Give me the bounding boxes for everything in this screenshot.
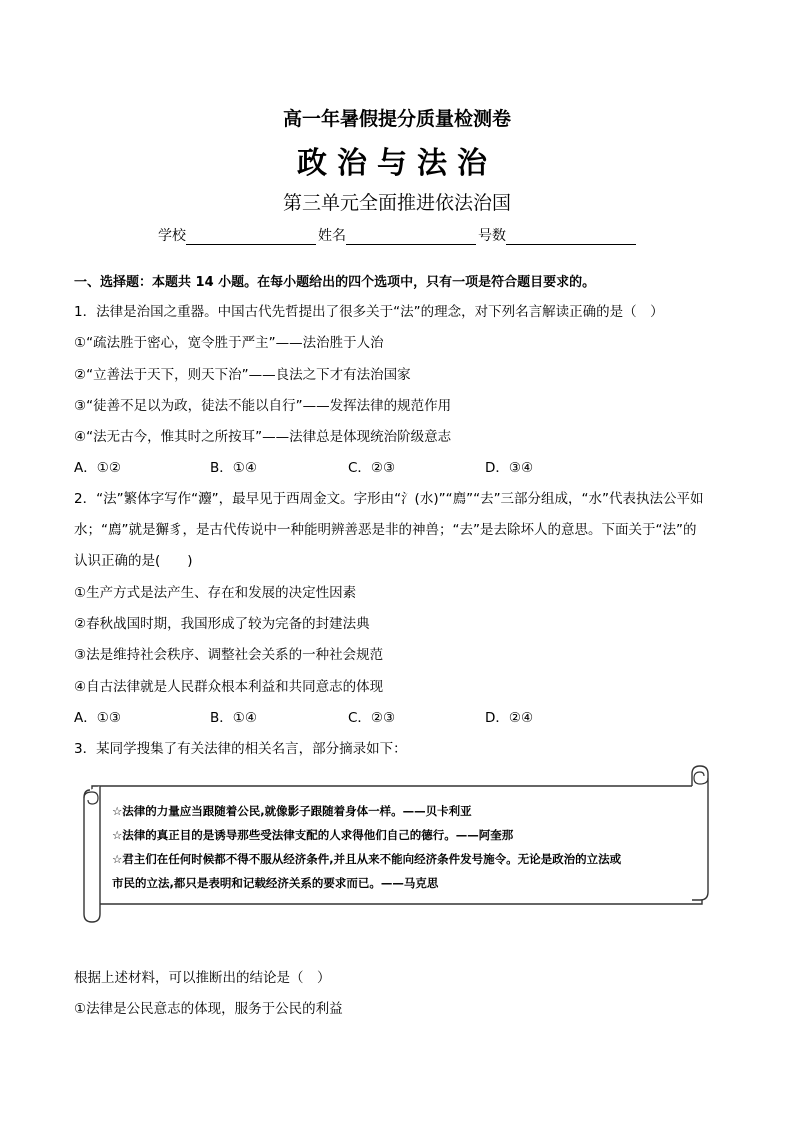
q1-option-d[interactable]: D．③④	[485, 460, 534, 476]
q2-option-c[interactable]: C．②③	[348, 710, 396, 726]
name-blank[interactable]	[346, 228, 476, 245]
q1-option-b[interactable]: B．①④	[210, 460, 257, 476]
q2-stem-line: 2．“法”繁体字写作“灋”，最早见于西周金文。字形由“氵(水)”“廌”“去”三部分组成，“水”代表执法公平如	[74, 491, 704, 507]
section-heading: 一、选择题：本题共 14 小题。在每小题给出的四个选项中，只有一项是符合题目要求的。	[74, 275, 596, 290]
q1-option-a[interactable]: A．①②	[74, 460, 121, 476]
number-blank[interactable]	[506, 228, 636, 245]
q2-item: ③法是维持社会秩序、调整社会关系的一种社会规范	[74, 647, 384, 663]
q1-stem: 1．法律是治国之重器。中国古代先哲提出了很多关于“法”的理念，对下列名言解读正确的是（ ）	[74, 304, 664, 320]
exam-title: 高一年暑假提分质量检测卷	[282, 108, 511, 130]
q2-item: ②春秋战国时期，我国形成了较为完备的封建法典	[74, 616, 370, 632]
q3-stem: 3．某同学搜集了有关法律的相关名言，部分摘录如下：	[74, 741, 407, 757]
number-label: 号数	[478, 228, 506, 244]
name-label: 姓名	[318, 228, 346, 244]
school-blank[interactable]	[186, 228, 316, 245]
quote-item: ☆法律的力量应当跟随着公民,就像影子跟随着身体一样。——贝卡利亚	[112, 804, 472, 818]
q1-item: ④“法无古今，惟其时之所按耳”——法律总是体现统治阶级意志	[74, 429, 452, 445]
q2-option-d[interactable]: D．②④	[485, 710, 534, 726]
q3-item: ①法律是公民意志的体现，服务于公民的利益	[74, 1001, 343, 1017]
q2-option-a[interactable]: A．①③	[74, 710, 121, 726]
q2-item: ①生产方式是法产生、存在和发展的决定性因素	[74, 585, 357, 601]
q2-option-b[interactable]: B．①④	[210, 710, 257, 726]
q2-options	[74, 706, 574, 726]
q3-conclusion: 根据上述材料，可以推断出的结论是（ ）	[74, 970, 331, 986]
q1-item: ③“徒善不足以为政，徒法不能以自行”——发挥法律的规范作用	[74, 398, 452, 414]
subject-title: 政治与法治	[297, 146, 497, 181]
quote-item: ☆君主们在任何时候都不得不服从经济条件,并且从来不能向经济条件发号施令。无论是政治的立法或	[112, 852, 622, 866]
q1-item: ②“立善法于天下，则天下治”——良法之下才有法治国家	[74, 367, 411, 383]
student-info-line	[158, 225, 638, 245]
q2-stem-line: 认识正确的是( )	[74, 553, 193, 569]
q2-item: ④自古法律就是人民群众根本利益和共同意志的体现	[74, 679, 384, 695]
scroll-frame	[80, 764, 710, 924]
school-label: 学校	[158, 228, 186, 244]
quote-item: 市民的立法,都只是表明和记载经济关系的要求而已。——马克思	[112, 876, 439, 890]
q1-option-c[interactable]: C．②③	[348, 460, 396, 476]
q1-item: ①“疏法胜于密心，宽令胜于严主”——法治胜于人治	[74, 335, 384, 351]
q1-options	[74, 456, 574, 476]
quote-item: ☆法律的真正目的是诱导那些受法律支配的人求得他们自己的德行。——阿奎那	[112, 828, 514, 842]
q2-stem-line: 水；“廌”就是獬豸，是古代传说中一种能明辨善恶是非的神兽；“去”是去除坏人的意思。下面关于“法”的	[74, 522, 697, 538]
unit-title: 第三单元全面推进依法治国	[282, 192, 511, 214]
